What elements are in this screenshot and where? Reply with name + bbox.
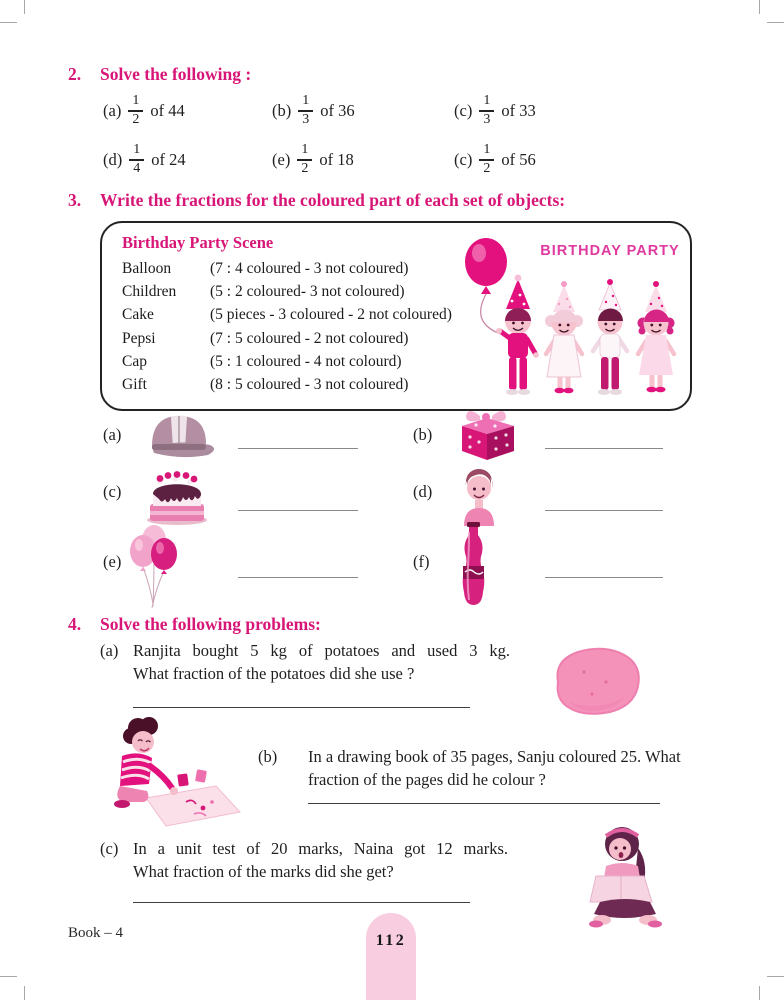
operand-text: of 18 [319,150,354,169]
fraction-item [103,88,185,134]
problem-text: Ranjita bought 5 kg of potatoes and used 3 kg. [133,641,510,660]
fraction [298,94,313,128]
problem-text: In a unit test of 20 marks, Naina got 12 marks. [133,839,508,858]
crop-mark [767,22,784,23]
crop-mark [24,0,25,14]
scene-row [122,303,452,326]
scene-detail: (8 : 5 coloured - 3 not coloured) [210,376,409,394]
scene-detail: (5 : 1 coloured - 4 not colourd) [210,352,402,370]
denominator: 4 [133,161,141,177]
fraction [479,143,494,177]
problem-text: What fraction of the marks did she get? [133,862,394,881]
scene-object: Cap [122,352,147,370]
operand-text: of 24 [151,150,186,169]
scene-title: Birthday Party Scene [122,233,274,252]
scene-object: Pepsi [122,329,156,347]
q2-number: 2. [68,64,82,84]
item-label: (c) [454,101,473,120]
answer-line [545,510,663,511]
footer-book-label: Book – 4 [68,925,124,941]
birthday-kids-illustration [454,231,686,403]
page-number-tab [366,913,416,1000]
crop-mark [759,986,760,1000]
crop-mark [767,976,784,977]
answer-line [133,902,470,903]
problem-label: (c) [100,839,119,858]
boy-drawing-illustration [108,712,248,830]
scene-detail: (7 : 4 coloured - 3 not coloured) [210,260,409,277]
answer-line [238,448,358,449]
girl-reading-illustration [576,818,676,930]
problem-label: (b) [258,747,278,766]
problem-text: In a drawing book of 35 pages, Sanju coloured 25. What [308,747,681,766]
item-label: (a) [103,101,122,120]
fraction [297,143,312,177]
scene-row [122,373,452,396]
q3-number: 3. [68,190,82,210]
gift-icon [452,404,522,462]
answer-line [545,577,663,578]
q4-title: Solve the following problems: [100,614,321,634]
scene-list [122,257,452,396]
crop-mark [0,22,17,23]
denominator: 2 [132,112,140,128]
fraction-item [454,137,536,183]
cake-icon [138,464,216,526]
fraction [128,94,143,128]
operand-text: of 44 [150,101,185,120]
fraction-item [272,88,355,134]
item-label: (f) [413,552,430,571]
item-label: (b) [272,101,292,120]
problem-label: (a) [100,641,119,660]
problem-text: What fraction of the potatoes did she use ? [133,664,415,683]
fraction-item [272,137,354,183]
cap-icon [140,408,220,462]
birthday-scene-box [100,221,692,411]
scene-row [122,257,452,280]
scene-object: Gift [122,376,147,394]
denominator: 3 [483,112,491,128]
answer-line [133,707,470,708]
operand-text: of 33 [501,101,536,120]
q2-title: Solve the following : [100,64,252,84]
denominator: 2 [301,161,309,177]
fraction [129,143,144,177]
q3-title: Write the fractions for the coloured part of each set of objects: [100,190,566,210]
birthday-party-banner: BIRTHDAY PARTY [540,243,680,259]
problem-text: fraction of the pages did he colour ? [308,770,546,789]
scene-object: Children [122,283,177,301]
item-label: (b) [413,425,433,444]
numerator: 1 [483,93,491,109]
scene-detail: (5 : 2 coloured- 3 not coloured) [210,283,405,301]
scene-detail: (5 pieces - 3 coloured - 2 not coloured) [210,306,452,324]
scene-object: Cake [122,306,154,324]
item-label: (a) [103,425,122,444]
item-label: (e) [103,552,122,571]
item-label: (d) [103,150,123,169]
answer-line [238,577,358,578]
scene-row [122,350,452,373]
scene-row [122,327,452,350]
fraction-item [454,88,536,134]
q4-number: 4. [68,614,82,634]
fraction-item [103,137,186,183]
item-label: (d) [413,482,433,501]
bottle-icon [456,520,492,608]
answer-line [238,510,358,511]
denominator: 3 [302,112,310,128]
operand-text: of 36 [320,101,355,120]
item-label: (e) [272,150,291,169]
answer-line [545,448,663,449]
fraction [479,94,494,128]
item-label: (c) [103,482,122,501]
scene-object: Balloon [122,260,172,277]
balloons-icon [126,520,182,610]
page-number: 112 [375,932,407,949]
crop-mark [24,986,25,1000]
operand-text: of 56 [501,150,536,169]
denominator: 2 [483,161,491,177]
item-label: (c) [454,150,473,169]
numerator: 1 [483,142,491,158]
scene-detail: (7 : 5 coloured - 2 not coloured) [210,329,409,347]
numerator: 1 [301,142,309,158]
numerator: 1 [133,142,141,158]
numerator: 1 [302,93,310,109]
potato-illustration [540,642,644,716]
crop-mark [0,976,17,977]
boy-icon [458,464,500,526]
answer-line [308,803,660,804]
crop-mark [759,0,760,14]
scene-row [122,280,452,303]
numerator: 1 [132,93,140,109]
